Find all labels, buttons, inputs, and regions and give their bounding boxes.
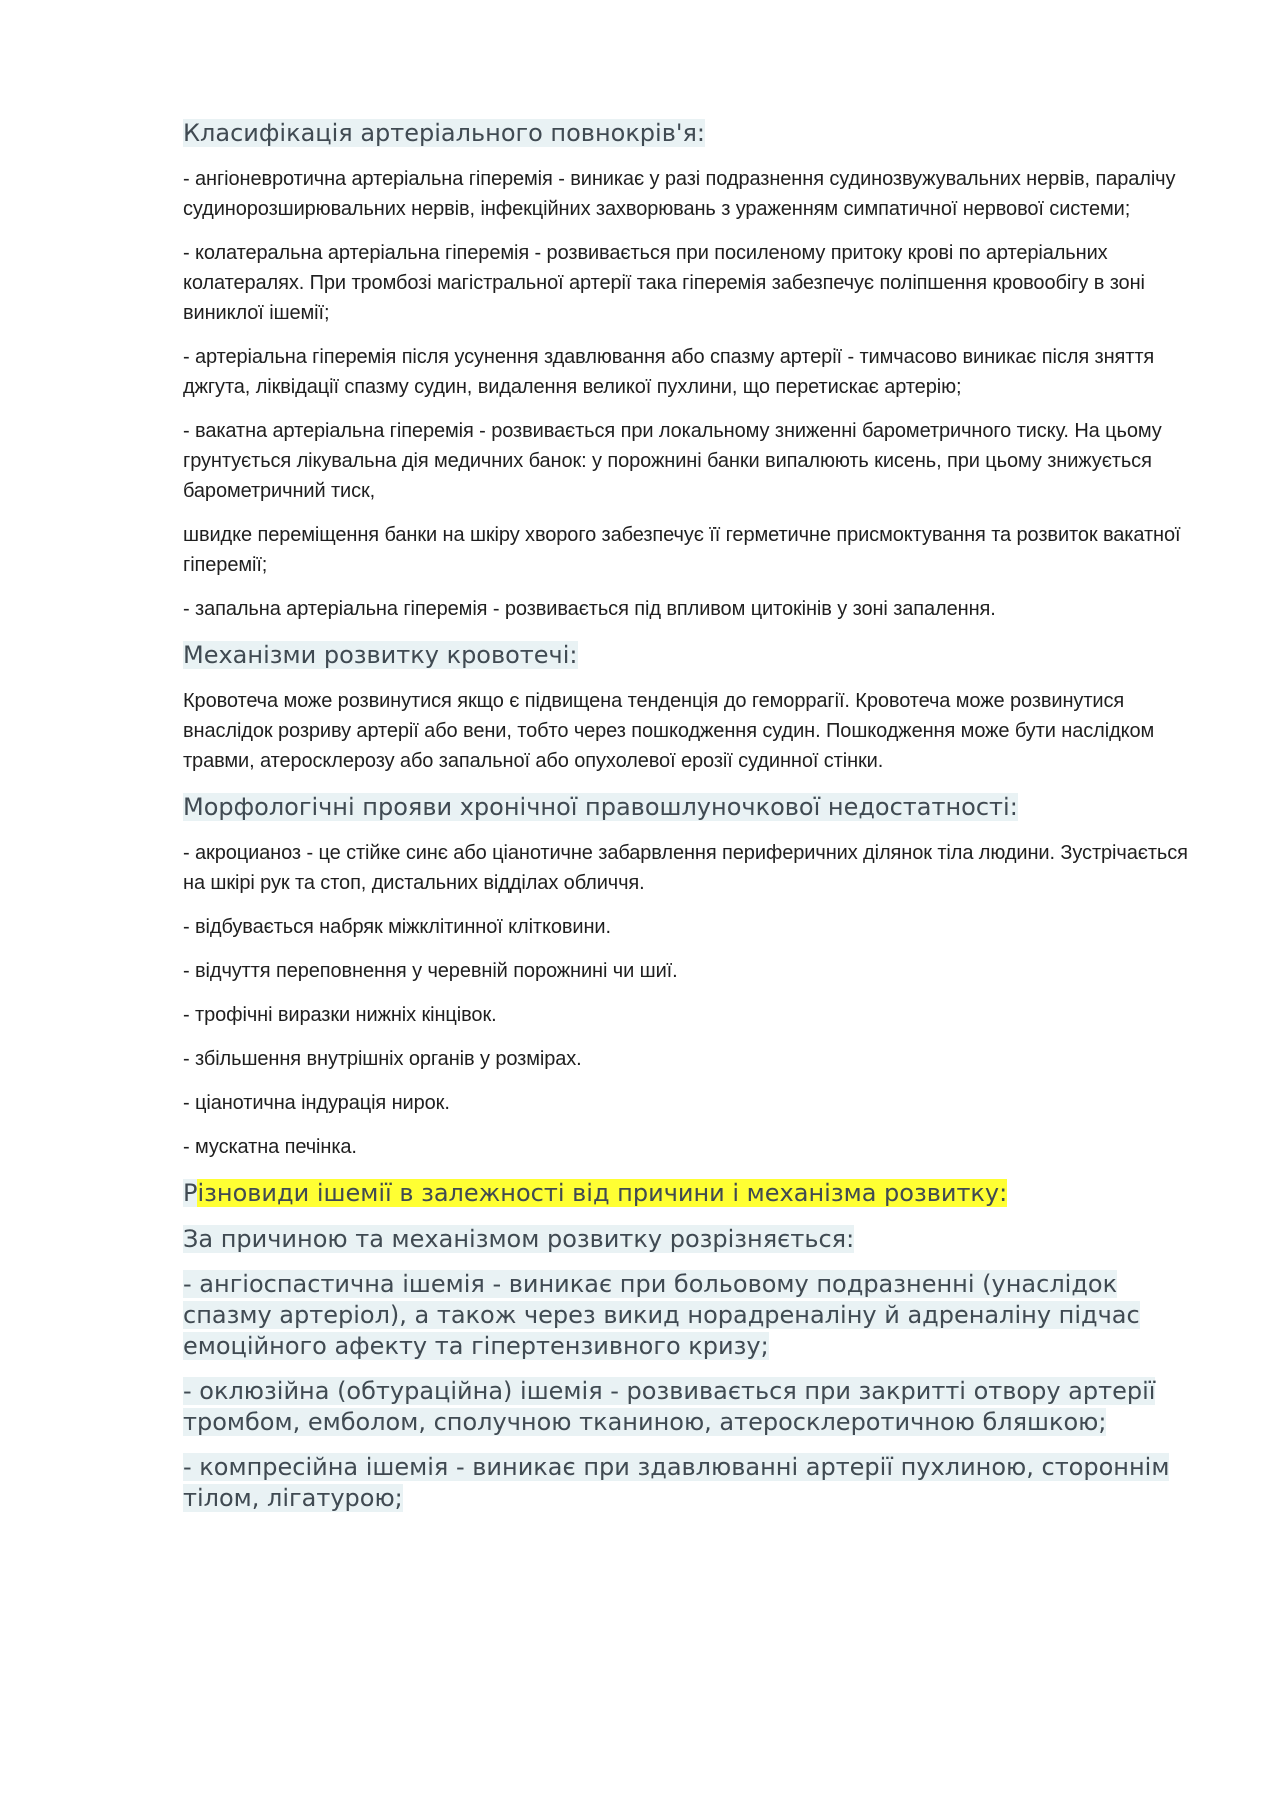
paragraph-vacate: - вакатна артеріальна гіперемія - розвивається при локальному зниженні барометричного тиску. На цьому грунтується лікувальна дія медичних банок: у порожнині банки випалюють кисень, при цьому знижується барометричний тиск, [183,420,1162,502]
paragraph-compressive: - компресійна ішемія - виникає при здавлюванні артерії пухлиною, стороннім тілом, лігатурою; [183,1453,1170,1512]
paragraph-classification-intro: За причиною та механізмом розвитку розрізняється: [183,1225,855,1253]
list-item-edema: - відбувається набряк міжклітинної клітковини. [183,916,611,938]
paragraph-angioneurotic: - ангіоневротична артеріальна гіперемія - виникає у разі подразнення судинозвужувальних нервів, паралічу судинорозширювальних нервів, інфекційних захворювань з ураженням симпатичної нервової системи; [183,168,1176,220]
list-item-acrocyanosis: - акроцианоз - це стійке синє або ціанотичне забарвлення периферичних ділянок тіла людини. Зустрічається на шкірі рук та стоп, дистальних відділах обличчя. [183,842,1188,894]
paragraph-after-compression: - артеріальна гіперемія після усунення здавлювання або спазму артерії - тимчасово виникає після зняття джгута, ліквідації спазму судин, видалення великої пухлини, що перетискає артерію; [183,346,1155,398]
heading-ischemia-types: Різновиди ішемії в залежності від причини і механізма розвитку: [183,1179,1008,1207]
heading-right-ventricular-failure: Морфологічні прояви хронічної правошлуночкової недостатності: [183,793,1018,821]
paragraph-vacate-continued: швидке переміщення банки на шкіру хворого забезпечує її герметичне присмоктування та розвиток вакатної гіперемії; [183,524,1181,576]
paragraph-angiospastic: - ангіоспастична ішемія - виникає при больовому подразненні (унаслідок спазму артеріол), а також через викид норадреналіну й адреналіну підчас емоційного афекту та гіпертензивного кризу; [183,1270,1140,1360]
paragraph-collateral: - колатеральна артеріальна гіперемія - розвивається при посиленому притоку крові по артеріальних колатералях. При тромбозі магістральної артерії така гіперемія забезпечує поліпшення кровообігу в зоні виниклої ішемії; [183,242,1145,324]
list-item-kidney-induration: - ціанотична індурація нирок. [183,1092,450,1114]
list-item-nutmeg-liver: - мускатна печінка. [183,1136,357,1158]
heading-bleeding-mechanisms: Механізми розвитку кровотечі: [183,641,578,669]
heading-arterial-hyperemia-classification: Класифікація артеріального повнокрів'я: [183,119,705,147]
paragraph-inflammatory: - запальна артеріальна гіперемія - розвивається під впливом цитокінів у зоні запалення. [183,598,996,620]
document-page [183,116,1203,1528]
paragraph-bleeding: Кровотеча може розвинутися якщо є підвищена тенденція до геморрагії. Кровотеча може розвинутися внаслідок розриву артерії або вени, тобто через пошкодження судин. Пошкодження може бути наслідком травми, атеросклерозу або запальної або опухолевої ерозії судинної стінки. [183,690,1155,772]
list-item-trophic-ulcers: - трофічні виразки нижніх кінцівок. [183,1004,497,1026]
paragraph-occlusive: - оклюзійна (обтураційна) ішемія - розвивається при закритті отвору артерії тромбом, емболом, сполучною тканиною, атеросклеротичною бляшкою; [183,1377,1156,1436]
list-item-organ-enlargement: - збільшення внутрішніх органів у розмірах. [183,1048,582,1070]
list-item-fullness: - відчуття переповнення у черевній порожнині чи шиї. [183,960,678,982]
